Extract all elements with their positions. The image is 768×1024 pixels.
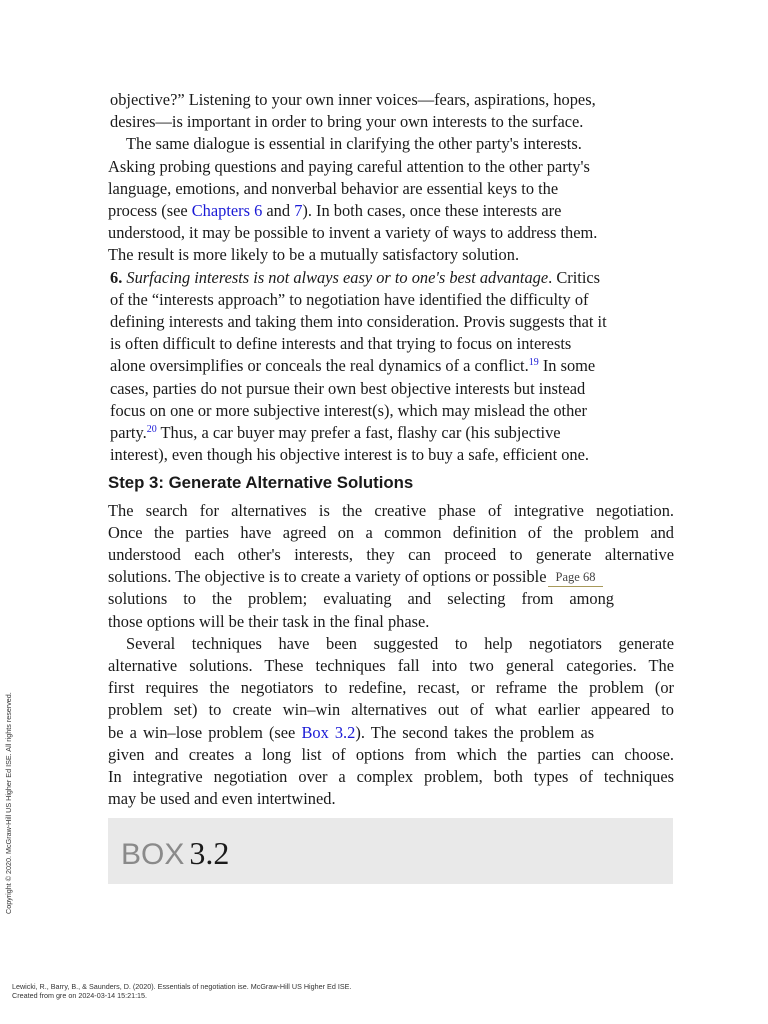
text-line: In integrative negotiation over a complex problem, both types of techniques [108, 767, 674, 787]
text-line: The result is more likely to be a mutually satisfactory solution. [108, 245, 520, 265]
text-line: Once the parties have agreed on a common definition of the problem and [108, 522, 674, 542]
text-line: The same dialogue is essential in clarifying the other party's interests. [126, 134, 582, 154]
citation: Lewicki, R., Barry, B., & Saunders, D. (2020). Essentials of negotiation ise. McGraw-Hill US Higher Ed ISE. [12, 982, 352, 991]
text-line: language, emotions, and nonverbal behavior are essential keys to the [108, 178, 559, 198]
box-3-2-link[interactable]: Box 3.2 [301, 722, 356, 742]
paragraph-search-alternatives [108, 500, 674, 633]
text-line: problem set) to create win–win alternatives out of what earlier appeared to [108, 700, 674, 720]
list-item-6 [108, 267, 674, 467]
text-line: given and creates a long list of options from which the parties can choose. [108, 744, 674, 764]
text-line: first requires the negotiators to redefine, recast, or reframe the problem (or [108, 678, 674, 698]
text-span: solutions to the problem; evaluating and selecting from among [108, 589, 614, 609]
text-line [110, 355, 674, 377]
chapter-6-link[interactable]: Chapters 6 [191, 201, 263, 221]
text-line: interest), even though his objective interest is to buy a safe, efficient one. [110, 445, 589, 465]
text-line [108, 566, 674, 588]
created-timestamp: Created from gre on 2024-03-14 15:21:15. [12, 991, 148, 1000]
text-span: ). The second takes the problem as [355, 722, 595, 742]
page-body [108, 89, 674, 811]
box-number: 3.2 [189, 835, 230, 871]
text-line [108, 588, 614, 610]
box-3-2 [108, 818, 673, 884]
section-heading: Step 3: Generate Alternative Solutions [108, 473, 414, 493]
paragraph-techniques [108, 633, 674, 811]
text-line [110, 422, 674, 444]
text-line: is often difficult to define interests and that trying to focus on interests [110, 334, 572, 354]
text-span: ). In both cases, once these interests are [302, 201, 562, 221]
page-marker: Page 68 [548, 569, 604, 587]
text-span: . Critics [548, 267, 601, 287]
copyright-notice: Copyright © 2020. McGraw-Hill US Higher Ed ISE. All rights reserved. [4, 692, 13, 914]
text-line: The search for alternatives is the creative phase of integrative negotiation. [108, 500, 674, 520]
text-span: alone oversimplifies or conceals the real dynamics of a conflict. [110, 356, 529, 376]
text-span: Thus, a car buyer may prefer a fast, flashy car (his subjective [156, 423, 561, 443]
text-span: be a win–lose problem (see [108, 722, 302, 742]
list-number: 6. [110, 267, 123, 287]
text-line: Several techniques have been suggested to help negotiators generate [126, 633, 674, 653]
text-line [108, 200, 674, 222]
chapter-7-link[interactable]: 7 [294, 201, 303, 221]
text-line: alternative solutions. These techniques fall into two general categories. The [108, 656, 674, 676]
text-line: Asking probing questions and paying careful attention to the other party's [108, 156, 590, 176]
box-title [121, 835, 229, 872]
intro-line: desires—is important in order to bring your own interests to the surface. [110, 112, 584, 132]
italic-lead: Surfacing interests is not always easy or to one's best advantage [126, 267, 549, 287]
text-line: focus on one or more subjective interest(s), which may mislead the other [110, 400, 588, 420]
footnote-19-link[interactable]: 19 [528, 357, 539, 369]
text-span [108, 722, 594, 744]
text-span: In some [538, 356, 596, 376]
text-line [110, 267, 674, 289]
paragraph-interests-dialogue [108, 133, 674, 266]
text-span: process (see [108, 201, 192, 221]
text-line [108, 722, 674, 744]
text-line: defining interests and taking them into consideration. Provis suggests that it [110, 312, 607, 332]
text-span: party. [110, 423, 147, 443]
text-line: cases, parties do not pursue their own best objective interests but instead [110, 378, 586, 398]
text-line: may be used and even intertwined. [108, 789, 336, 809]
text-span: and [262, 201, 295, 221]
footnote-20-link[interactable]: 20 [146, 424, 157, 436]
page-footer [12, 982, 351, 1000]
text-span: solutions. The objective is to create a variety of options or possible [108, 567, 547, 587]
text-line: understood, it may be possible to invent a variety of ways to address them. [108, 223, 598, 243]
text-line: understood each other's interests, they can proceed to generate alternative [108, 545, 674, 565]
text-line: of the “interests approach” to negotiation have identified the difficulty of [110, 289, 589, 309]
text-line: those options will be their task in the final phase. [108, 611, 430, 631]
box-label: BOX [121, 838, 185, 871]
intro-line: objective?” Listening to your own inner voices—fears, aspirations, hopes, [110, 90, 596, 109]
